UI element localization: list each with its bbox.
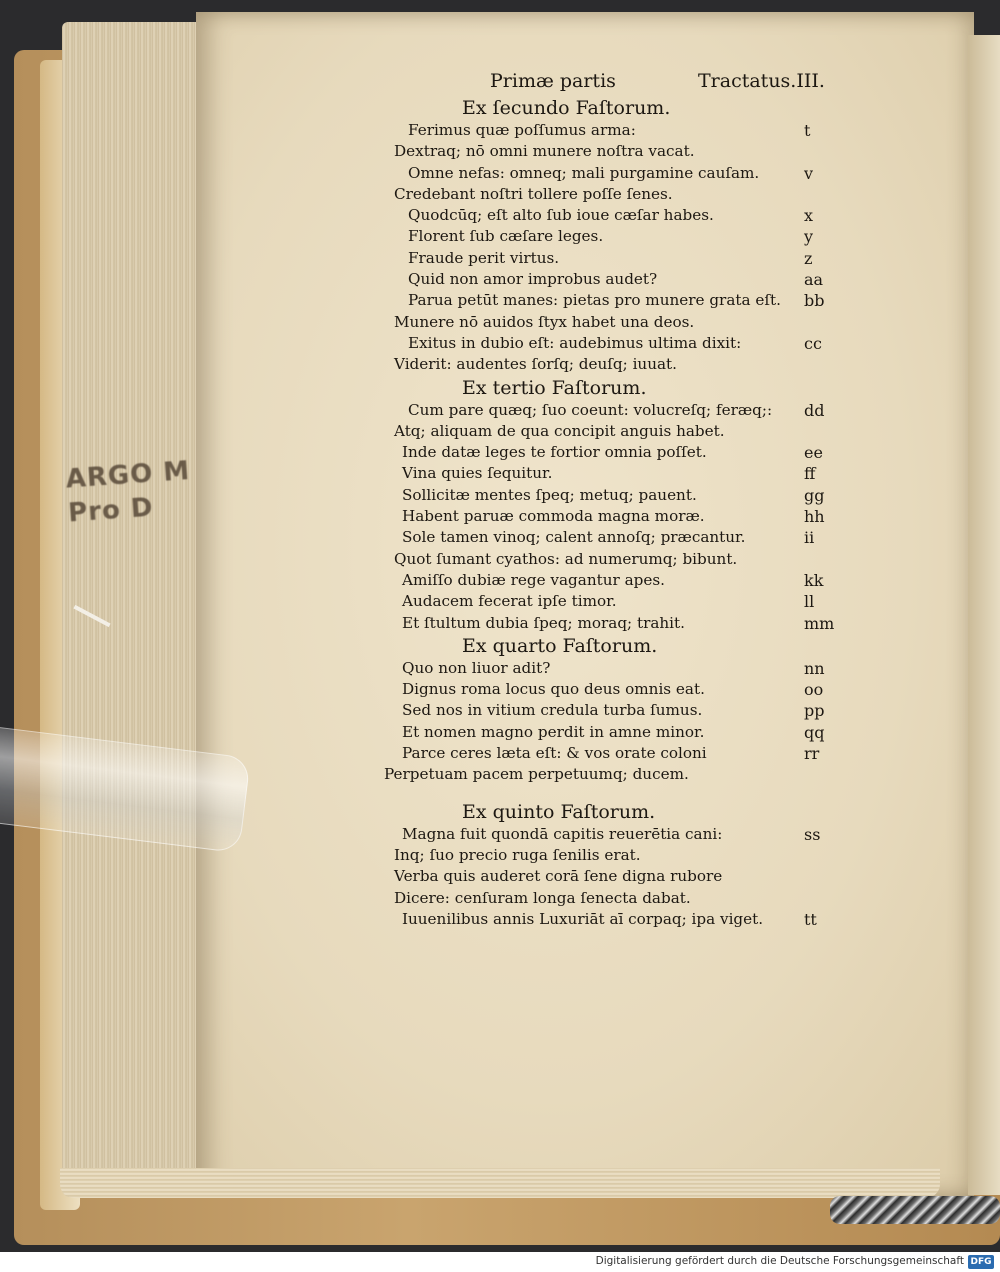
marginal-note-letter: x xyxy=(804,206,814,226)
verse-text: Verba quis auderet corā ſene digna rubore xyxy=(394,867,723,886)
verse-text: Habent paruæ commoda magna moræ. xyxy=(402,507,705,526)
marginal-note-letter: ee xyxy=(804,443,823,463)
marginal-note-letter: oo xyxy=(804,680,824,700)
verse-line xyxy=(380,163,830,184)
verse-line xyxy=(380,700,830,721)
verse-text: Atq; aliquam de qua concipit anguis habet. xyxy=(394,421,725,440)
marginal-note-letter: rr xyxy=(804,744,820,764)
section-heading: Ex quinto Faſtorum. xyxy=(462,800,656,823)
verse-text: Sed nos in vitium credula turba ſumus. xyxy=(402,701,703,720)
verse-line xyxy=(380,866,830,887)
verse-line xyxy=(380,679,830,700)
marginal-note-letter: gg xyxy=(804,485,825,505)
marginal-note-letter: qq xyxy=(804,722,825,742)
verse-line xyxy=(380,400,830,421)
verse-text: Amiſſo dubiæ rege vagantur apes. xyxy=(402,570,665,589)
verse-line xyxy=(380,442,830,463)
running-head xyxy=(380,70,830,96)
verse-text: Quot ſumant cyathos: ad numerumq; bibunt. xyxy=(394,549,738,568)
verse-line xyxy=(380,658,830,679)
footer-bar xyxy=(0,1252,1000,1272)
verse-line xyxy=(380,845,830,866)
verse-text: Sollicitæ mentes ſpeq; metuq; pauent. xyxy=(402,485,697,504)
verse-text: Florent ſub cæſare leges. xyxy=(408,227,604,246)
verse-line xyxy=(380,290,830,311)
verse-line xyxy=(380,333,830,354)
dfg-logo: DFG xyxy=(968,1255,994,1269)
verse-text: Dicere: cenſuram longa ſenecta dabat. xyxy=(394,888,691,907)
marginal-note-letter: z xyxy=(804,248,813,268)
section-heading: Ex ſecundo Faſtorum. xyxy=(462,97,671,119)
verse-line xyxy=(380,824,830,845)
verse-line xyxy=(380,120,830,141)
verse-text: Magna fuit quondā capitis reuerētia cani: xyxy=(402,824,723,843)
verse-line xyxy=(380,909,830,930)
marginal-note-letter: bb xyxy=(804,291,825,311)
verse-line xyxy=(380,613,835,634)
verse-text: Et nomen magno perdit in amne minor. xyxy=(402,722,705,741)
verse-text: Credebant noſtri tollere poſſe ſenes. xyxy=(394,184,673,203)
verse-text: Et ſtultum dubia ſpeq; moraq; trahit. xyxy=(402,613,685,632)
marginal-note-letter: ss xyxy=(804,824,821,844)
verse-text: Fraude perit virtus. xyxy=(408,248,560,267)
verse-text: Vina quies ſequitur. xyxy=(402,464,553,483)
marginal-note-letter: mm xyxy=(804,613,835,633)
verse-line xyxy=(380,226,830,247)
verse-text: Dignus roma locus quo deus omnis eat. xyxy=(402,680,705,699)
verse-text: Omne nefas: omneq; mali purgamine cauſam. xyxy=(408,163,760,182)
marginal-note-letter: hh xyxy=(804,507,825,527)
binding-cord xyxy=(830,1196,1000,1224)
marginal-note-letter: aa xyxy=(804,270,824,290)
verse-line xyxy=(380,743,830,764)
verse-text: Parce ceres læta eſt: & vos orate coloni xyxy=(402,744,707,763)
verse-text: Ferimus quæ poſſumus arma: xyxy=(408,121,636,139)
marginal-note-letter: kk xyxy=(804,570,824,590)
marginal-note-letter: dd xyxy=(804,400,825,420)
marginal-note-letter: tt xyxy=(804,909,817,929)
verse-text: Munere nō auidos ſtyx habet una deos. xyxy=(394,312,695,331)
page-edges-bottom xyxy=(60,1168,940,1198)
verse-text: Audacem fecerat ipſe timor. xyxy=(402,592,617,611)
verse-text: Sole tamen vinoq; calent annoſq; præcantur. xyxy=(402,528,746,547)
section-heading: Ex quarto Faſtorum. xyxy=(462,634,658,657)
verse-line xyxy=(380,312,830,333)
marginal-note-letter: ii xyxy=(804,528,815,548)
verse-text: Quid non amor improbus audet? xyxy=(408,270,658,289)
verse-line xyxy=(380,722,830,743)
marginal-note-letter: v xyxy=(804,163,814,183)
running-head-left: Primæ partis xyxy=(490,70,616,92)
library-stamp: ARGO M Pro D xyxy=(64,455,192,529)
verse-text: Parua petūt manes: pietas pro munere grata eſt. xyxy=(408,291,781,310)
facing-page-edge xyxy=(968,35,1000,1195)
verse-text: Inq; ſuo precio ruga ſenilis erat. xyxy=(394,845,641,864)
running-head-right: Tractatus.III. xyxy=(698,70,825,92)
verse-line xyxy=(380,506,830,527)
verse-text: Cum pare quæq; ſuo coeunt: volucreſq; feræq;: xyxy=(408,400,773,419)
marginal-note-letter: nn xyxy=(804,658,825,678)
verse-line xyxy=(380,184,830,205)
verse-line xyxy=(380,764,830,785)
verse-line xyxy=(380,354,830,375)
marginal-note-letter: y xyxy=(804,227,814,247)
marginal-note-letter: t xyxy=(804,121,811,140)
verse-line xyxy=(380,269,830,290)
marginal-note-letter: ll xyxy=(804,592,815,612)
verse-text: Exitus in dubio eſt: audebimus ultima dixit: xyxy=(408,333,742,352)
verse-text: Dextraq; nō omni munere noſtra vacat. xyxy=(394,142,695,161)
funding-credit: Digitalisierung gefördert durch die Deutsche Forschungsgemeinschaft xyxy=(595,1255,964,1267)
verse-line xyxy=(380,248,830,269)
verse-sections xyxy=(380,96,835,930)
verse-line xyxy=(380,463,830,484)
marginal-note-letter: cc xyxy=(804,333,822,353)
verse-line xyxy=(380,527,830,548)
verse-line xyxy=(380,570,830,591)
page-text xyxy=(380,70,835,930)
marginal-note-letter: pp xyxy=(804,701,825,721)
verse-line xyxy=(380,591,830,612)
verse-text: Quodcūq; eſt alto ſub ioue cæſar habes. xyxy=(408,206,714,225)
verse-text: Perpetuam pacem perpetuumq; ducem. xyxy=(384,765,689,784)
verse-line xyxy=(380,421,830,442)
verse-text: Iuuenilibus annis Luxuriāt aī corpaq; ipa viget. xyxy=(402,909,764,928)
verse-line xyxy=(380,549,830,570)
section-heading: Ex tertio Faſtorum. xyxy=(462,376,647,399)
marginal-note-letter: ff xyxy=(804,464,816,484)
section-gap xyxy=(380,786,830,800)
verse-text: Quo non liuor adit? xyxy=(402,658,551,677)
verse-line xyxy=(380,888,830,909)
verse-text: Inde datæ leges te fortior omnia poſſet. xyxy=(402,443,707,462)
verse-text: Viderit: audentes ſorſq; deuſq; iuuat. xyxy=(394,355,677,374)
verse-line xyxy=(380,141,830,162)
verse-line xyxy=(380,205,830,226)
verse-line xyxy=(380,485,830,506)
